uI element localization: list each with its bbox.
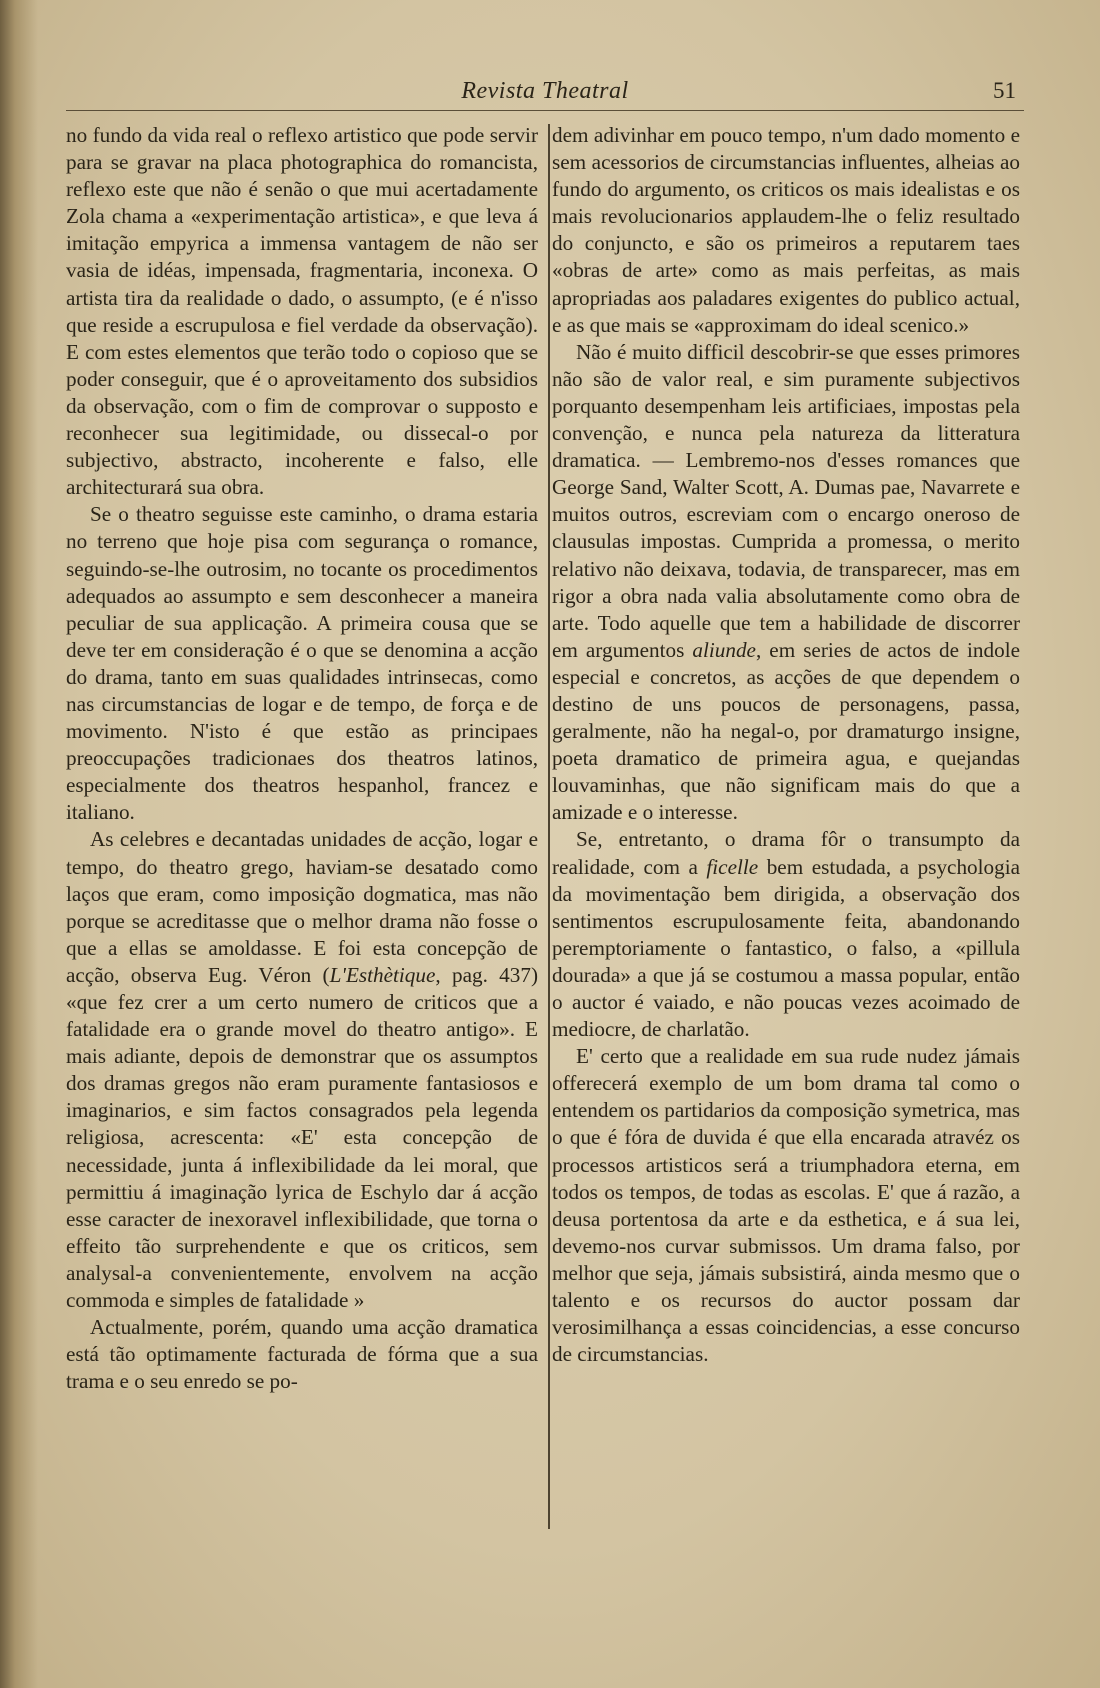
running-title: Revista Theatral — [461, 78, 629, 104]
paragraph: Se o theatro seguisse este caminho, o drama estaria no terreno que hoje pisa com segurança o romance, seguindo-se-lhe outrosim, no tocante os procedimentos adequados ao assumpto e sem desconhecer a maneira peculiar de sua applicação. A primeira cousa que se deve ter em consideração é o que se denomina a acção do drama, tanto em suas qualidades intrinsecas, como nas circumstancias de logar e de tempo, de força e de movimento. N'isto é que estão as principaes preoccupações tradicionaes dos theatros latinos, especialmente dos theatros hespanhol, francez e italiano. — [66, 502, 538, 825]
page-header — [66, 76, 1024, 111]
latin-term-italic: aliunde — [692, 637, 756, 662]
paragraph: no fundo da vida real o reflexo artistico que pode servir para se gravar na placa photographica do romancista, reflexo este que não é senão o que mui acertadamente Zola chama a «experimentação artistica», e que leva á imitação empyrica a immensa vantagem de não ser vasia de idéas, impensada, fragmentaria, inconexa. O artista tira da realidade o dado, o assumpto, (e é n'isso que reside a escrupulosa e fiel verdade da observação). E com estes elementos que terão todo o copioso que se poder conseguir, que é o aproveitamento dos subsidios da observação, com o fim de comprovar o supposto e reconhecer sua legitimidade, ou dissecal-o por subjectivo, abstracto, incoherente e falso, elle architecturará sua obra. — [66, 123, 538, 500]
french-term-italic: ficelle — [706, 854, 759, 879]
text-run: Se, entretanto, o drama fôr o transumpto da realidade, com a — [552, 827, 1020, 879]
text-run: Não é muito difficil descobrir-se que esses primores não são de valor real, e sim puramente subjectivos porquanto desempenham leis artificiaes, impostas pela convenção, e nunca pela natureza da litteratura dramatica. — Lembremo-nos d'esses romances que George Sand, Walter Scott, A. Dumas pae, Navarrete e muitos outros, escreviam com o encargo oneroso de clausulas impostas. Cumprida a promessa, o merito relativo não deixava, todavia, de transparecer, mas em rigor a obra nada valia absolutamente como obra de arte. Todo aquelle que tem a habilidade de discorrer em argumentos — [552, 339, 1020, 662]
text-run: , em series de actos de indole especial e concretos, as acções de que dependem o destino de uns poucos de personagens, passa, geralmente, não ha negal-o, por dramaturgo insigne, poeta dramatico de primeira agua, e quejandas louvaminhas, que não significam mais do que a amizade e o interesse. — [552, 637, 1020, 825]
page-number: 51 — [993, 78, 1016, 103]
paragraph: dem adivinhar em pouco tempo, n'um dado momento e sem acessorios de circumstancias influentes, alheias ao fundo do argumento, os criticos os mais idealistas e os mais revolucionarios applaudem-lhe o feliz resultado do conjuncto, e são os primeiros a reputarem taes «obras de arte» como as mais perfeitas, as mais apropriadas aos paladares exigentes do publico actual, e as que mais se «approximam do ideal scenico.» — [552, 123, 1020, 337]
binding-shadow — [0, 0, 38, 1688]
text-run: bem estudada, a psychologia da movimentação bem dirigida, a observação dos sentimentos escrupulosamente feita, abandonando peremptoriamente o fantastico, o falso, a «pillula dourada» a que já se costumou a massa popular, então o auctor é vaiado, e não poucas vezes acoimado de mediocre, de charlatão. — [552, 854, 1020, 1042]
paragraph — [552, 339, 1020, 827]
text-run: , pag. 437) «que fez crer a um certo numero de criticos que a fatalidade era o grande movel do theatro antigo». E mais adiante, depois de demonstrar que os assumptos dos dramas gregos não eram puramente fantasiosos e imaginarios, e sim factos consagrados pela legenda religiosa, acrescenta: «E' esta concepção de necessidade, junta á inflexibilidade da lei moral, que permittiu á imaginação lyrica de Eschylo dar á acção esse caracter de inexoravel inflexibilidade, que torna o effeito tão surprehendente e que os criticos, sem analysal-a convenientemente, envolvem na acção commoda e simples de fatalidade » — [66, 962, 538, 1313]
paragraph: Actualmente, porém, quando uma acção dramatica está tão optimamente facturada de fórma que a sua trama e o seu enredo se po- — [66, 1315, 538, 1394]
paragraph — [552, 826, 1020, 1043]
text-run: As celebres e decantadas unidades de acção, logar e tempo, do theatro grego, haviam-se desatado como laços que eram, como imposição dogmatica, mas não porque se acreditasse que o melhor drama não fosse o que a ellas se amoldasse. E foi esta concepção de acção, observa Eug. Véron ( — [66, 827, 538, 987]
book-title-italic: L'Esthètique — [329, 962, 436, 987]
left-column — [66, 122, 538, 1395]
paragraph: E' certo que a realidade em sua rude nudez jámais offerecerá exemplo de um bom drama tal como o entendem os partidarios da composição symetrica, mas o que é fóra de duvida é que ella encarada atravéz os processos artisticos será a triumphadora eterna, em todos os tempos, de todas as escolas. E' que á razão, a deusa portentosa da arte e da esthetica, e á sua lei, devemo-nos curvar submissos. Um drama falso, por melhor que seja, jámais subsistirá, ainda mesmo que o talento e os recursos do auctor possam dar verosimilhança a essas coincidencias, a esse concurso de circumstancias. — [552, 1044, 1020, 1367]
right-column — [552, 122, 1020, 1368]
column-divider — [548, 124, 550, 1529]
paragraph — [66, 826, 538, 1314]
